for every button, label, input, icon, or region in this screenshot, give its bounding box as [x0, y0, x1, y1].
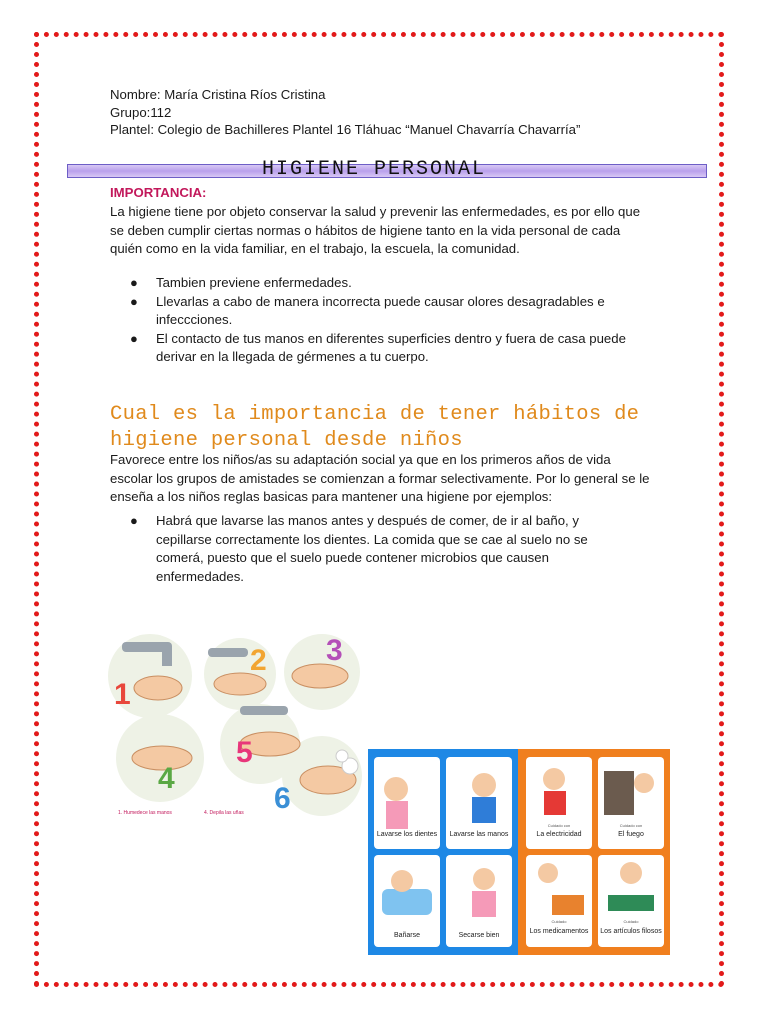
importancia-paragraph: La higiene tiene por objeto conservar la salud y prevenir las enfermedades, es por ello que se deben cumplir ciertas normas o hábitos de higiene tanto en la vida personal de cada quién como en la vida familiar, en el trabajo, la escuela, la comunidad. [110, 204, 641, 256]
step-number: 2 [250, 644, 267, 677]
step-number: 1 [114, 678, 131, 711]
card-label: Secarse bien [458, 932, 500, 939]
card-brush-teeth [374, 757, 440, 849]
card-wash-hands [446, 757, 512, 849]
student-group: Grupo:112 [110, 104, 172, 120]
card-label: Lavarse los dientes [376, 831, 438, 838]
card-label: Los artículos filosos [600, 928, 662, 935]
card-label: Los medicamentos [529, 928, 589, 935]
card-small-label: Cuidado [551, 919, 567, 924]
card-label: Bañarse [393, 932, 421, 939]
card-sharp-objects [598, 855, 664, 947]
section-heading: Cual es la importancia de tener hábitos de higiene personal desde niños [110, 403, 640, 452]
card-dry-off [446, 855, 512, 947]
importancia-heading: IMPORTANCIA: [110, 185, 207, 200]
step-caption: 4. Depila las uñas [204, 810, 244, 816]
document-title [67, 160, 707, 182]
step-caption: 1. Humedece las manos [118, 810, 172, 816]
step-number: 3 [326, 634, 343, 667]
bullet-icon: ● [130, 330, 138, 346]
section-paragraph: Favorece entre los niños/as su adaptación social ya que en los primeros años de vida escolar los grupos de amistades se comienzan a formar selectivamente. Por lo general se le enseña a los niños reglas basicas para mantener una higiene por ejemplos: [110, 452, 650, 504]
hygiene-cards-illustration [368, 749, 670, 955]
student-name: Nombre: María Cristina Ríos Cristina [110, 87, 326, 102]
bullet-icon: ● [130, 293, 138, 309]
card-label: Lavarse las manos [449, 831, 509, 838]
title-text: HIGIENE PERSONAL [262, 158, 487, 181]
list-item: ● Tambien previene enfermedades. [110, 274, 630, 293]
bullet-icon: ● [130, 275, 138, 290]
card-bathe [374, 855, 440, 947]
handwashing-steps-illustration [100, 626, 362, 822]
card-small-label: Cuidado con [547, 823, 571, 828]
card-small-label: Cuidado [623, 919, 639, 924]
card-medicines [526, 855, 592, 947]
section-bullet-list [110, 512, 630, 586]
list-item: ● El contacto de tus manos en diferentes superficies dentro y fuera de casa puede derivar en la llegada de gérmenes a tu cuerpo. [130, 330, 626, 364]
importancia-bullet-list [110, 274, 630, 367]
list-item: ● Habrá que lavarse las manos antes y después de comer, de ir al baño, y cepillarse correctamente los dientes. La comida que se cae al suelo no se comerá, puesto que el suelo puede contener microbios que causen enfermedades. [130, 513, 588, 584]
card-small-label: Cuidado con [619, 823, 643, 828]
card-electricity [526, 757, 592, 849]
list-item: ● Llevarlas a cabo de manera incorrecta puede causar olores desagradables e infeccciones. [130, 293, 605, 327]
step-number: 4 [158, 762, 175, 795]
card-fire [598, 757, 664, 849]
card-label: La electricidad [536, 831, 582, 838]
student-info [110, 86, 580, 139]
step-number: 6 [274, 782, 291, 815]
bullet-icon: ● [130, 513, 138, 528]
student-school: Plantel: Colegio de Bachilleres Plantel 16 Tláhuac “Manuel Chavarría Chavarría” [110, 122, 581, 137]
step-number: 5 [236, 736, 253, 769]
card-label: El fuego [618, 831, 644, 838]
